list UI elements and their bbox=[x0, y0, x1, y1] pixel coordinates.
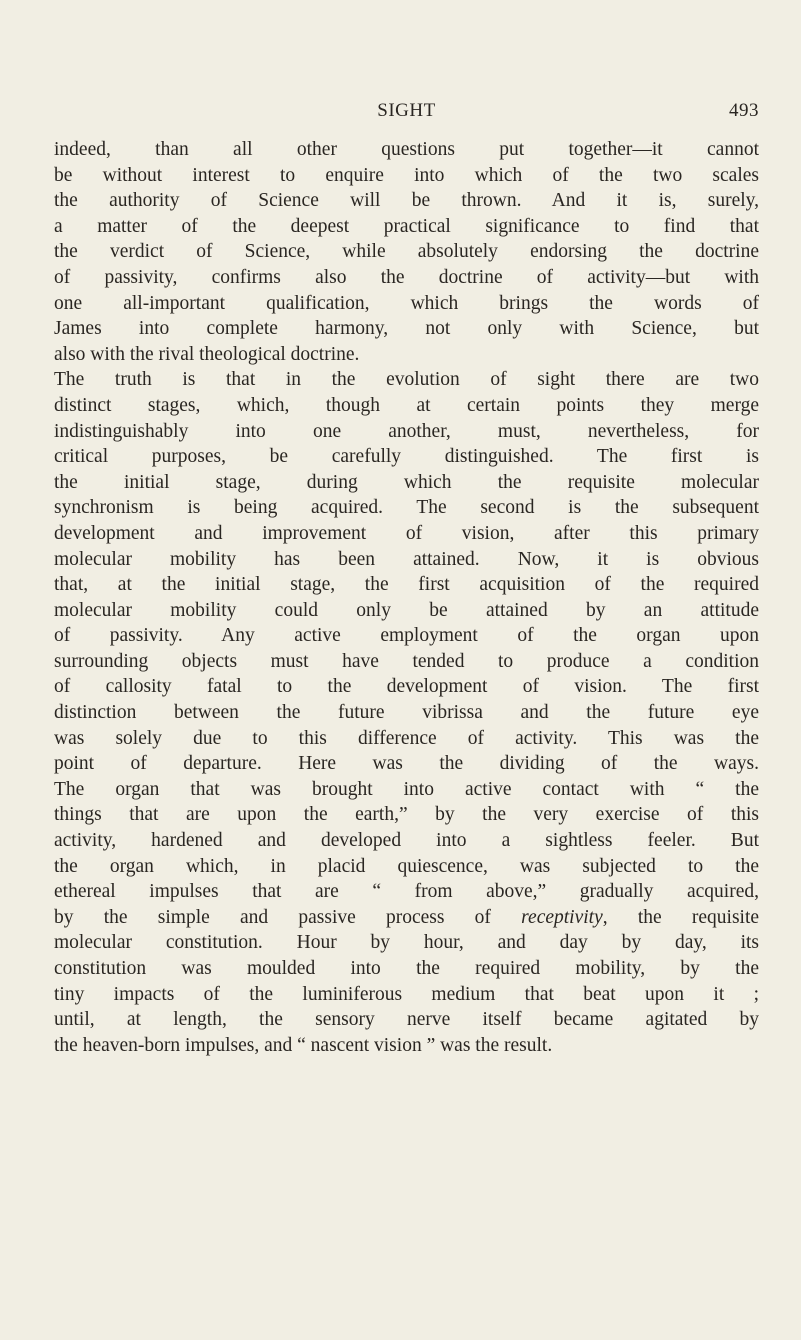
running-head bbox=[54, 100, 759, 124]
text-line: that, at the initial stage, the first acquisition of the required bbox=[54, 574, 759, 596]
text-line: distinction between the future vibrissa and the future eye bbox=[54, 702, 759, 724]
text-line: synchronism is being acquired. The second is the subsequent bbox=[54, 497, 759, 519]
text-segment: by the simple and passive process of bbox=[54, 906, 491, 928]
text-line: until, at length, the sensory nerve itself became agitated by bbox=[54, 1009, 759, 1031]
text-line: The truth is that in the evolution of sight there are two bbox=[54, 369, 759, 391]
text-line: the heaven-born impulses, and “ nascent vision ” was the result. bbox=[54, 1034, 553, 1056]
italic-word: receptivity bbox=[521, 906, 603, 928]
text-line: distinct stages, which, though at certain points they merge bbox=[54, 394, 759, 416]
text-line: the initial stage, during which the requisite molecular bbox=[54, 471, 759, 493]
text-line: a matter of the deepest practical significance to find that bbox=[54, 215, 759, 237]
text-line: was solely due to this difference of activity. This was the bbox=[54, 727, 759, 749]
text-line: of callosity fatal to the development of vision. The first bbox=[54, 676, 759, 698]
text-line: of passivity. Any active employment of the organ upon bbox=[54, 625, 759, 647]
text-line-receptivity bbox=[54, 905, 759, 931]
text-line: molecular mobility could only be attained by an attitude bbox=[54, 599, 759, 621]
body-text bbox=[54, 137, 759, 1058]
text-line: the authority of Science will be thrown. And it is, surely, bbox=[54, 190, 759, 212]
text-line: also with the rival theological doctrine. bbox=[54, 343, 360, 365]
running-title: SIGHT bbox=[377, 100, 436, 121]
text-line: the verdict of Science, while absolutely endorsing the doctrine bbox=[54, 241, 759, 263]
text-line: things that are upon the earth,” by the very exercise of this bbox=[54, 804, 759, 826]
text-line: the organ which, in placid quiescence, was subjected to the bbox=[54, 855, 759, 877]
text-line: tiny impacts of the luminiferous medium that beat upon it ; bbox=[54, 983, 759, 1005]
text-line: one all-important qualification, which brings the words of bbox=[54, 292, 759, 314]
text-line: ethereal impulses that are “ from above,” gradually acquired, bbox=[54, 881, 759, 903]
text-line: James into complete harmony, not only with Science, but bbox=[54, 318, 759, 340]
text-line: be without interest to enquire into which of the two scales bbox=[54, 164, 759, 186]
text-line: surrounding objects must have tended to produce a condition bbox=[54, 650, 759, 672]
text-line: constitution was moulded into the required mobility, by the bbox=[54, 958, 759, 979]
text-line: point of departure. Here was the dividing of the ways. bbox=[54, 753, 759, 775]
page-number: 493 bbox=[729, 100, 759, 121]
text-line: of passivity, confirms also the doctrine of activity—but with bbox=[54, 266, 759, 288]
text-line: activity, hardened and developed into a sightless feeler. But bbox=[54, 830, 759, 852]
text-segment: , the requisite bbox=[602, 906, 759, 928]
text-line: development and improvement of vision, after this primary bbox=[54, 522, 759, 544]
text-line: molecular mobility has been attained. Now, it is obvious bbox=[54, 548, 759, 570]
text-line: molecular constitution. Hour by hour, and day by day, its bbox=[54, 932, 759, 954]
text-line: critical purposes, be carefully distinguished. The first is bbox=[54, 446, 759, 468]
text-line: indeed, than all other questions put together—it cannot bbox=[54, 139, 759, 160]
text-line: The organ that was brought into active contact with “ the bbox=[54, 778, 759, 800]
text-line: indistinguishably into one another, must, nevertheless, for bbox=[54, 420, 759, 442]
